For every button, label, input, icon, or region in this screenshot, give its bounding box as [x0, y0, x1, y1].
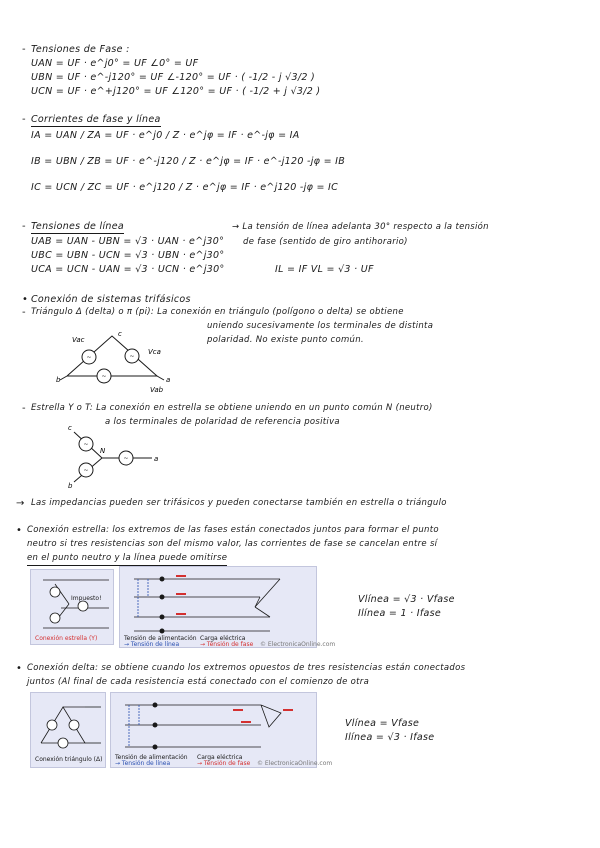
svg-text:~: ~ [83, 441, 89, 448]
linea-uab: UAB = UAN - UBN = √3 · UAN · e^j30° [31, 236, 225, 247]
bullet: • [16, 525, 22, 536]
star-node-b: b [68, 482, 73, 490]
svg-text:~: ~ [83, 467, 89, 474]
corriente-ib: IB = UBN / ZB = UF · e^-j120 / Z · e^jφ = IF · e^-j120 -jφ = IB [31, 156, 346, 167]
bullet: → [16, 498, 25, 509]
delta-legend-1: Tensión de alimentación [115, 754, 188, 761]
linea-title: Tensiones de línea [31, 221, 124, 232]
delta-legend-3: Carga eléctrica [197, 754, 243, 761]
delta-thumbnail [30, 692, 106, 768]
star-thumbnail [30, 569, 114, 645]
delta-circuit-panel [110, 692, 333, 768]
svg-text:~: ~ [123, 455, 129, 462]
linea-note-1: → La tensión de línea adelanta 30° respecto a la tensión [232, 222, 489, 232]
corriente-ic: IC = UCN / ZC = UF · e^j120 / Z · e^jφ = IF · e^j120 -jφ = IC [31, 182, 339, 193]
estrella-res-p2: neutro si tres resistencias son del mismo valor, las corrientes de fase se cancelan entre sí [27, 539, 438, 549]
estrella-vlinea: Vlínea = √3 · Vfase [358, 594, 455, 605]
estrella-res-p1: Conexión estrella: los extremos de las fases están conectados juntos para formar el punto [27, 525, 439, 535]
delta-res-p2: juntos (Al final de cada resistencia está conectado con el comienzo de otra [27, 677, 370, 687]
delta-source-diagram [52, 328, 182, 398]
bullet: - [22, 221, 26, 232]
delta-legend-2: → Tensión de línea [115, 760, 171, 767]
triangulo-text-3: polaridad. No existe punto común. [207, 335, 364, 345]
star-node-c: c [68, 424, 72, 432]
delta-node-a: a [166, 376, 171, 384]
delta-node-b: b [56, 376, 61, 384]
bullet: • [16, 663, 22, 674]
star-legend-2: → Tensión de línea [124, 641, 180, 648]
delta-label-vca: Vca [148, 348, 161, 356]
triangulo-text-1: Triángulo Δ (delta) o π (pi): La conexión en triángulo (polígono o delta) se obtiene [31, 307, 404, 317]
delta-legend-4: → Tensión de fase [197, 760, 251, 767]
svg-text:~: ~ [101, 373, 107, 380]
star-thumb-inner: Impuesto! [71, 595, 102, 602]
star-node-a: a [154, 455, 159, 463]
delta-thumb-caption: Conexión triángulo (Δ) [35, 756, 103, 763]
triangulo-text-2: uniendo sucesivamente los terminales de distinta [207, 321, 434, 331]
impedancias-text: Las impedancias pueden ser trifásicos y pueden conectarse también en estrella o triángulo [31, 498, 447, 508]
trifasicos-title: Conexión de sistemas trifásicos [31, 294, 191, 305]
fasor-ucn: UCN = UF · e^+j120° = UF ∠120° = UF · ( -1/2 + j √3/2 ) [31, 86, 321, 97]
linea-uca: UCA = UCN - UAN = √3 · UCN · e^j30° [31, 264, 225, 275]
star-legend-4: → Tensión de fase [200, 641, 254, 648]
bullet: - [22, 307, 26, 318]
estrella-text-2: a los terminales de polaridad de referencia positiva [105, 417, 340, 427]
linea-ubc: UBC = UBN - UCN = √3 · UBN · e^j30° [31, 250, 225, 261]
star-thumb-caption: Conexión estrella (Y) [35, 635, 98, 642]
bullet: - [22, 403, 26, 414]
bullet: • [22, 294, 28, 305]
delta-label-vab: Vab [150, 386, 164, 394]
corrientes-title: Corrientes de fase y línea [31, 114, 161, 125]
estrella-text-1: Estrella Y o T: La conexión en estrella se obtiene uniendo en un punto común N (neutro) [31, 403, 433, 413]
svg-text:~: ~ [86, 354, 92, 361]
fasores-title: Tensiones de Fase : [31, 44, 130, 55]
star-watermark: © ElectronicaOnline.com [260, 641, 336, 648]
star-circuit-panel [119, 566, 336, 648]
delta-res-p1: Conexión delta: se obtiene cuando los extremos opuestos de tres resistencias están conectados [27, 663, 466, 673]
bullet: - [22, 114, 26, 125]
fasor-ubn: UBN = UF · e^-j120° = UF ∠-120° = UF · ( -1/2 - j √3/2 ) [31, 72, 315, 83]
estrella-res-p3: en el punto neutro y la línea puede omitirse [27, 553, 227, 566]
corriente-ia: IA = UAN / ZA = UF · e^j0 / Z · e^jφ = IF · e^-jφ = IA [31, 130, 300, 141]
delta-node-c: c [118, 330, 122, 338]
delta-label-vac: Vac [72, 336, 85, 344]
delta-ilinea: Ilínea = √3 · Ifase [345, 732, 435, 743]
linea-relacion: IL = IF VL = √3 · UF [275, 264, 374, 275]
linea-note-2: de fase (sentido de giro antihorario) [243, 237, 408, 247]
bullet: - [22, 44, 26, 55]
fasor-uan: UAN = UF · e^j0° = UF ∠0° = UF [31, 58, 199, 69]
delta-watermark: © ElectronicaOnline.com [257, 760, 333, 767]
star-source-diagram [60, 422, 170, 490]
star-legend-3: Carga eléctrica [200, 635, 246, 642]
star-neutral: N [100, 447, 106, 455]
star-legend-1: Tensión de alimentación [124, 635, 197, 642]
delta-vlinea: Vlínea = Vfase [345, 718, 420, 729]
estrella-ilinea: Ilínea = 1 · Ifase [358, 608, 442, 619]
svg-text:~: ~ [129, 353, 135, 360]
